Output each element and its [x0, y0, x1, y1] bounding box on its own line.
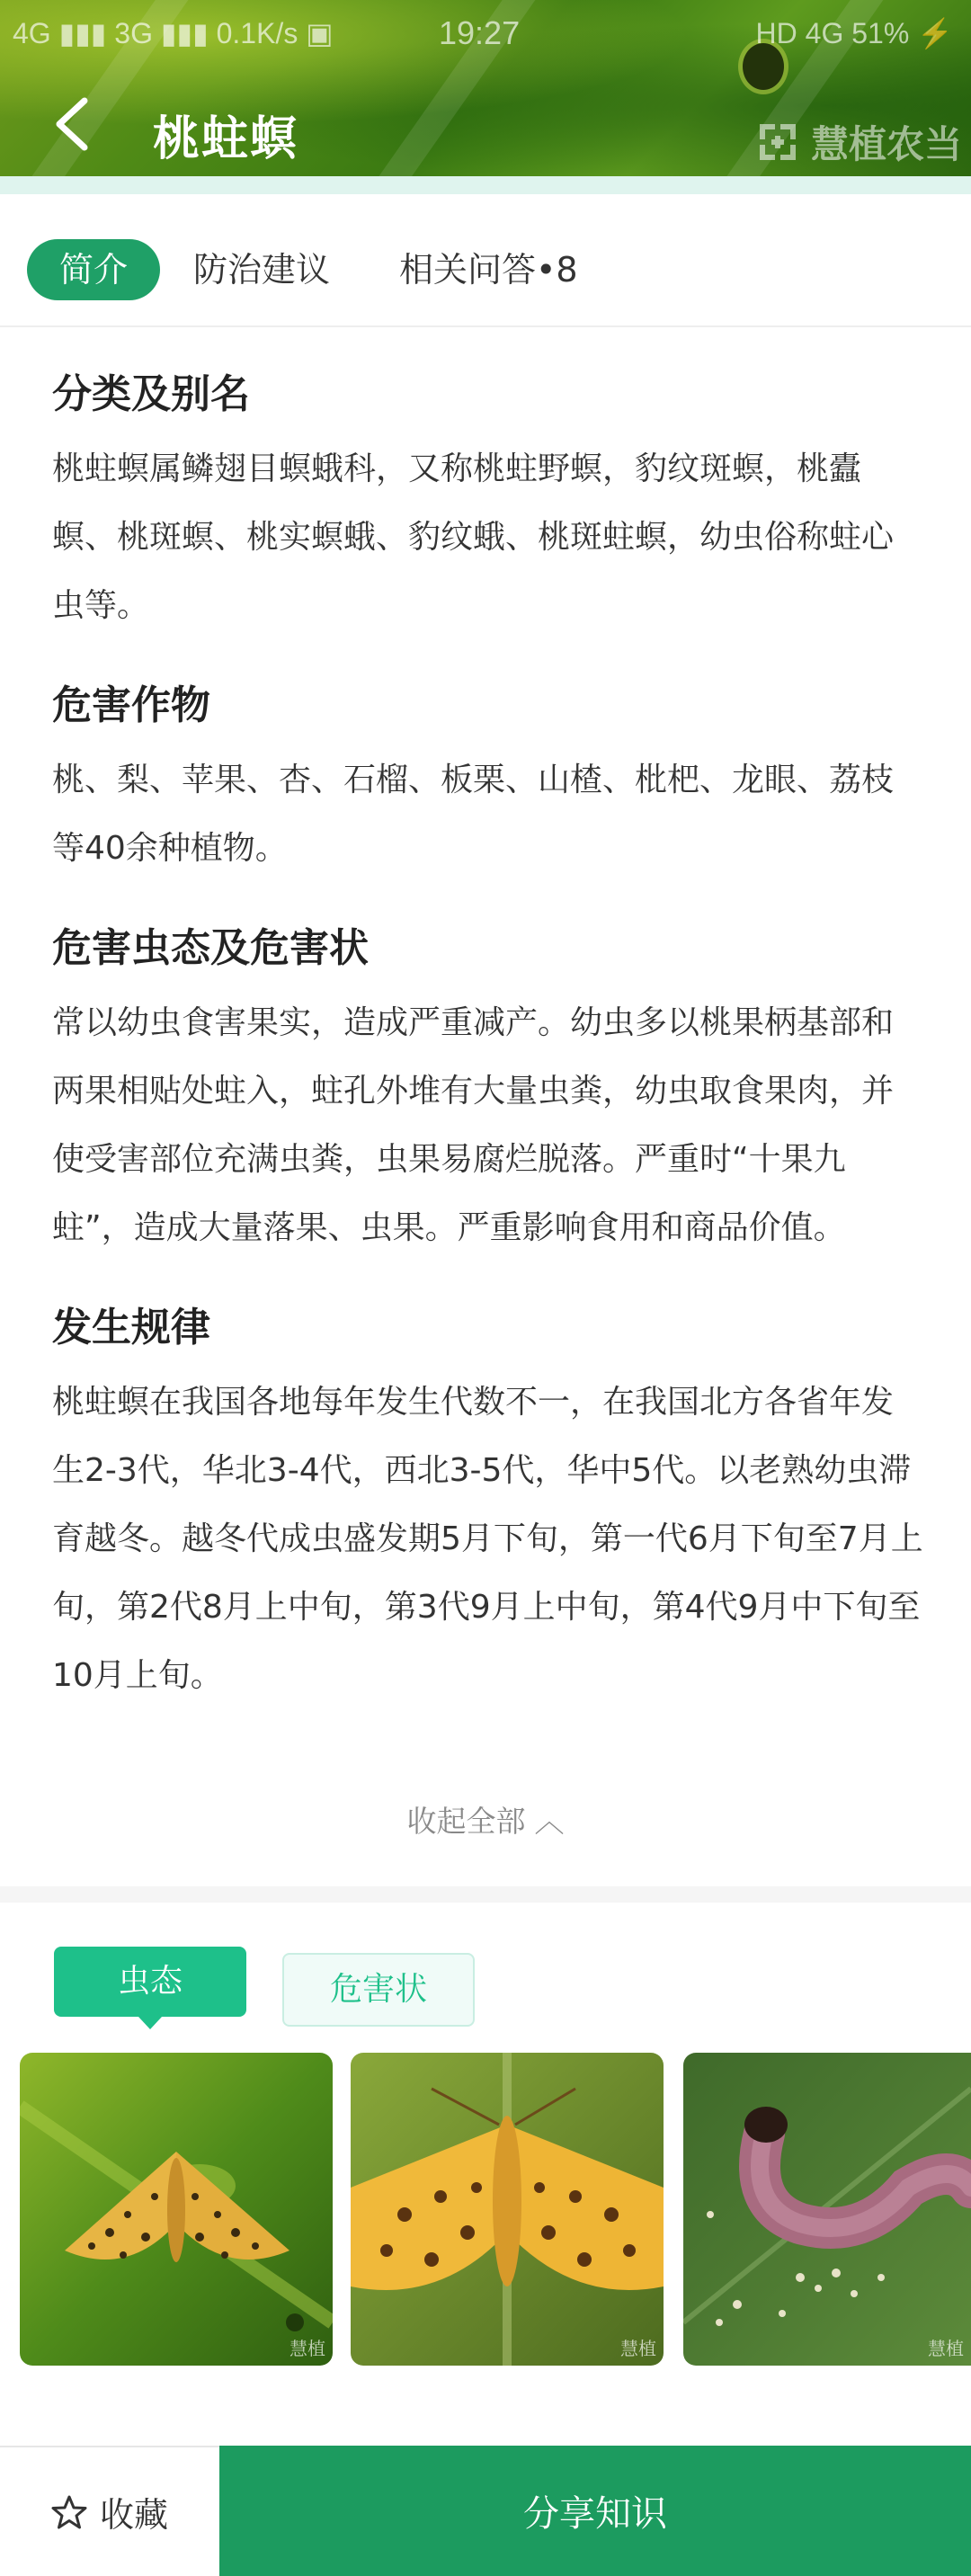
status-bar — [0, 0, 971, 65]
section-heading: 分类及别名 — [52, 371, 250, 417]
section-body: 桃蛀螟属鳞翅目螟蛾科，又称桃蛀野螟，豹纹斑螟，桃蠹螟、桃斑螟、桃实螟蛾、豹纹蛾、桃斑蛀螟，幼虫俗称蛀心虫等。 — [52, 450, 895, 624]
section-body: 桃、梨、苹果、杏、石榴、板栗、山楂、枇杷、龙眼、荔枝等40余种植物。 — [52, 762, 895, 867]
brand-logo-icon — [757, 121, 798, 163]
section-occurrence — [52, 1297, 924, 1710]
back-arrow-icon[interactable] — [52, 97, 90, 151]
photo-thumbnail[interactable] — [351, 2053, 664, 2366]
collapse-all-button[interactable] — [0, 1798, 971, 1841]
section-host-crops — [52, 674, 924, 883]
collapse-label: 收起全部 — [406, 1804, 526, 1839]
chevron-up-icon: ︿ — [534, 1804, 565, 1839]
status-battery: HD 4G 51% ⚡ — [755, 17, 953, 49]
photo-thumbnail[interactable] — [20, 2053, 333, 2366]
tab-prevention[interactable]: 防治建议 — [193, 250, 331, 290]
photo-watermark: 慧植 — [290, 2338, 325, 2359]
photo-thumbnail[interactable] — [683, 2053, 971, 2366]
section-damage — [52, 917, 924, 1262]
section-classification — [52, 363, 924, 640]
image-tab-insect-stage[interactable]: 虫态 — [54, 1947, 246, 2017]
moth-closeup-photo — [351, 2053, 664, 2366]
share-label: 分享知识 — [523, 2493, 667, 2535]
section-heading: 危害作物 — [52, 682, 210, 728]
page-title: 桃蛀螟 — [153, 112, 299, 166]
tab-bar — [0, 212, 971, 327]
tab-intro[interactable]: 简介 — [27, 239, 160, 300]
larva-photo — [683, 2053, 971, 2366]
image-tab-damage[interactable]: 危害状 — [282, 1953, 475, 2027]
status-signal: 4G ▮▮▮ 3G ▮▮▮ 0.1K/s ▣ — [13, 17, 334, 49]
share-knowledge-button[interactable] — [219, 2446, 971, 2576]
header — [0, 0, 971, 176]
status-time: 19:27 — [439, 14, 521, 51]
section-heading: 危害虫态及危害状 — [52, 925, 369, 971]
star-icon — [51, 2494, 87, 2530]
tab-related-qa[interactable]: 相关问答•8 — [399, 250, 578, 290]
favorite-label: 收藏 — [99, 2495, 168, 2535]
section-body: 桃蛀螟在我国各地每年发生代数不一，在我国北方各省年发生2-3代，华北3-4代，西北3-5代，华中5代。以老熟幼虫滞育越冬。越冬代成虫盛发期5月下旬，第一代6月下旬至7月上旬，第2代8月上中旬，第3代9月上中旬，第4代9月中下旬至10月上旬。 — [52, 1384, 923, 1694]
brand-watermark — [757, 115, 962, 169]
header-accent-bar — [0, 176, 971, 194]
section-heading: 发生规律 — [52, 1305, 210, 1350]
intro-content — [52, 363, 924, 1744]
brand-name: 慧植农当 — [810, 122, 962, 166]
photo-watermark: 慧植 — [928, 2338, 964, 2359]
section-divider — [0, 1886, 971, 1903]
section-body: 常以幼虫食害果实，造成严重减产。幼虫多以桃果柄基部和两果相贴处蛀入，蛀孔外堆有大量虫粪，幼虫取食果肉，并使受害部位充满虫粪，虫果易腐烂脱落。严重时“十果九蛀”，造成大量落果、虫果。严重影响食用和商品价值。 — [52, 1004, 895, 1246]
favorite-button[interactable] — [0, 2447, 219, 2576]
photo-watermark: 慧植 — [620, 2338, 656, 2359]
bottom-action-bar — [0, 2446, 971, 2576]
moth-photo — [20, 2053, 333, 2366]
